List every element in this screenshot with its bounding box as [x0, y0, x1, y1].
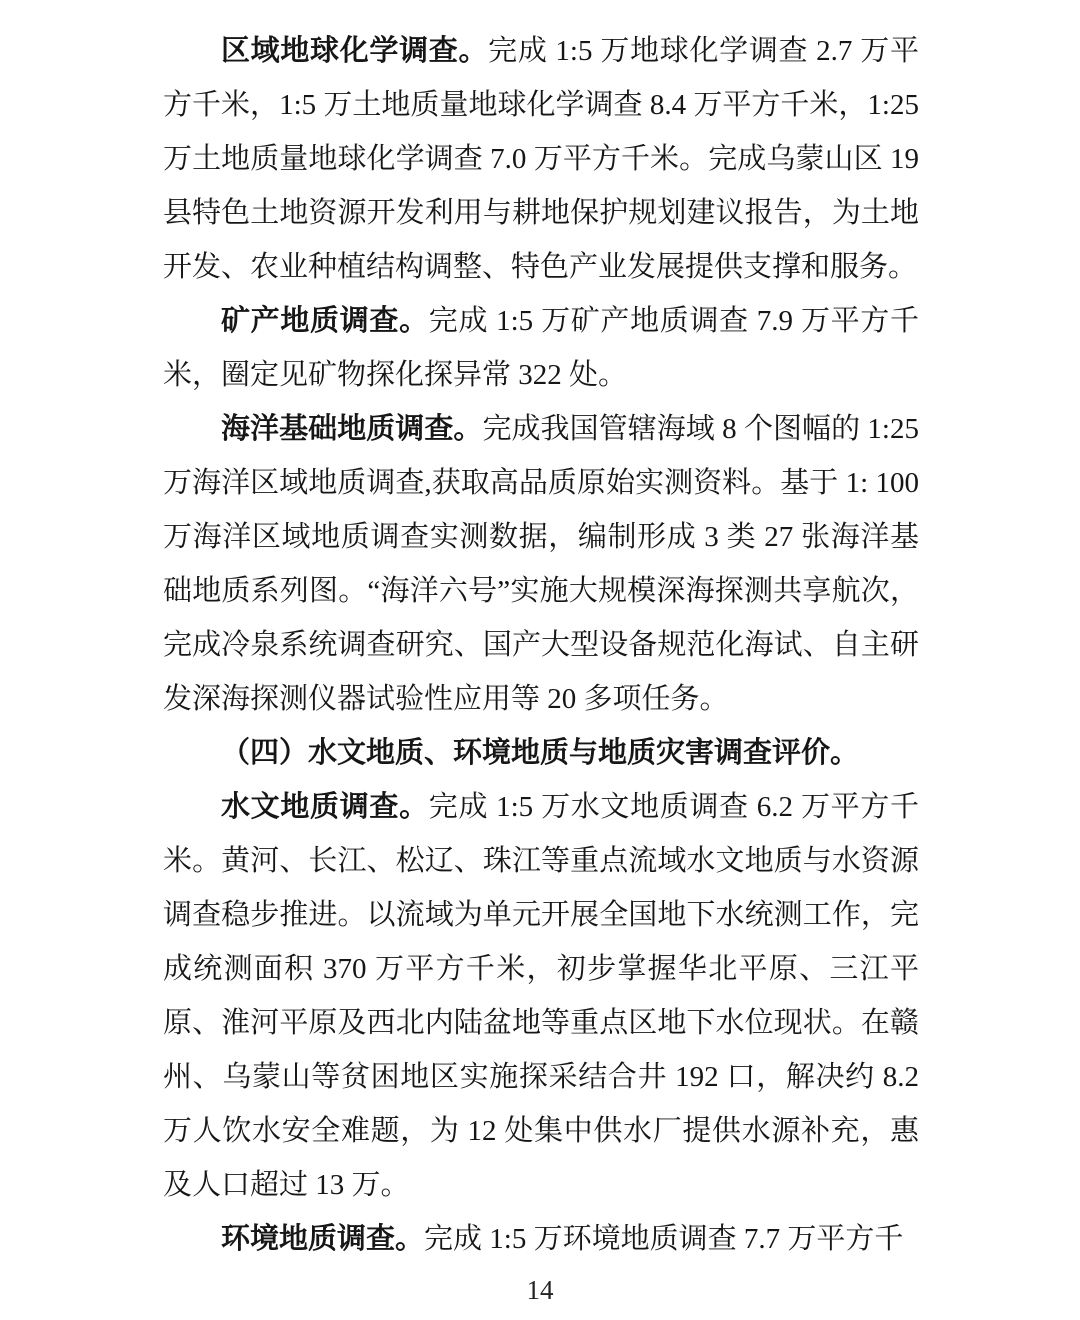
paragraph-text: 完成 1:5 万水文地质调查 6.2 万平方千米。黄河、长江、松辽、珠江等重点流域水文地质与水资源调查稳步推进。以流域为单元开展全国地下水统测工作，完成统测面积 370 万平方千米，初步掌握华北平原、三江平原、淮河平原及西北内陆盆地等重点区地下水位现状。在赣州、乌蒙山等贫困地区实施探采结合井 192 口，解决约 8.2 万人饮水安全难题，为 12 处集中供水厂提供水源补充，惠及人口超过 13 万。	[163, 791, 919, 1201]
paragraph	[163, 24, 919, 294]
heading-text: （四）水文地质、环境地质与地质灾害调查评价。	[221, 737, 860, 769]
paragraph-lead: 区域地球化学调查。	[221, 35, 489, 67]
paragraph-text: 完成 1:5 万地球化学调查 2.7 万平方千米，1:5 万土地质量地球化学调查 8.4 万平方千米，1:25 万土地质量地球化学调查 7.0 万平方千米。完成乌蒙山区 19 县特色土地资源开发利用与耕地保护规划建议报告，为土地开发、农业种植结构调整、特色产业发展提供支撑和服务。	[163, 35, 919, 283]
paragraph-lead: 环境地质调查。	[221, 1223, 425, 1255]
page-number: 14	[526, 1275, 554, 1305]
paragraph-lead: 水文地质调查。	[221, 791, 429, 823]
paragraph	[163, 780, 919, 1212]
paragraph	[163, 402, 919, 726]
page-footer	[0, 1272, 1080, 1308]
document-body	[163, 24, 919, 1266]
paragraph-text: 完成 1:5 万环境地质调查 7.7 万平方千	[424, 1223, 904, 1255]
paragraph-text: 完成 1:5 万矿产地质调查 7.9 万平方千米，圈定见矿物探化探异常 322 处。	[163, 305, 919, 391]
paragraph-text: 完成我国管辖海域 8 个图幅的 1:25 万海洋区域地质调查,获取高品质原始实测资料。基于 1: 100 万海洋区域地质调查实测数据，编制形成 3 类 27 张海洋基础地质系列图。“海洋六号”实施大规模深海探测共享航次，完成冷泉系统调查研究、国产大型设备规范化海试、自主研发深海探测仪器试验性应用等 20 多项任务。	[163, 413, 919, 715]
paragraph	[163, 294, 919, 402]
paragraph-lead: 海洋基础地质调查。	[221, 413, 483, 445]
paragraph	[163, 1212, 919, 1266]
paragraph-lead: 矿产地质调查。	[221, 305, 429, 337]
section-heading	[163, 726, 919, 780]
